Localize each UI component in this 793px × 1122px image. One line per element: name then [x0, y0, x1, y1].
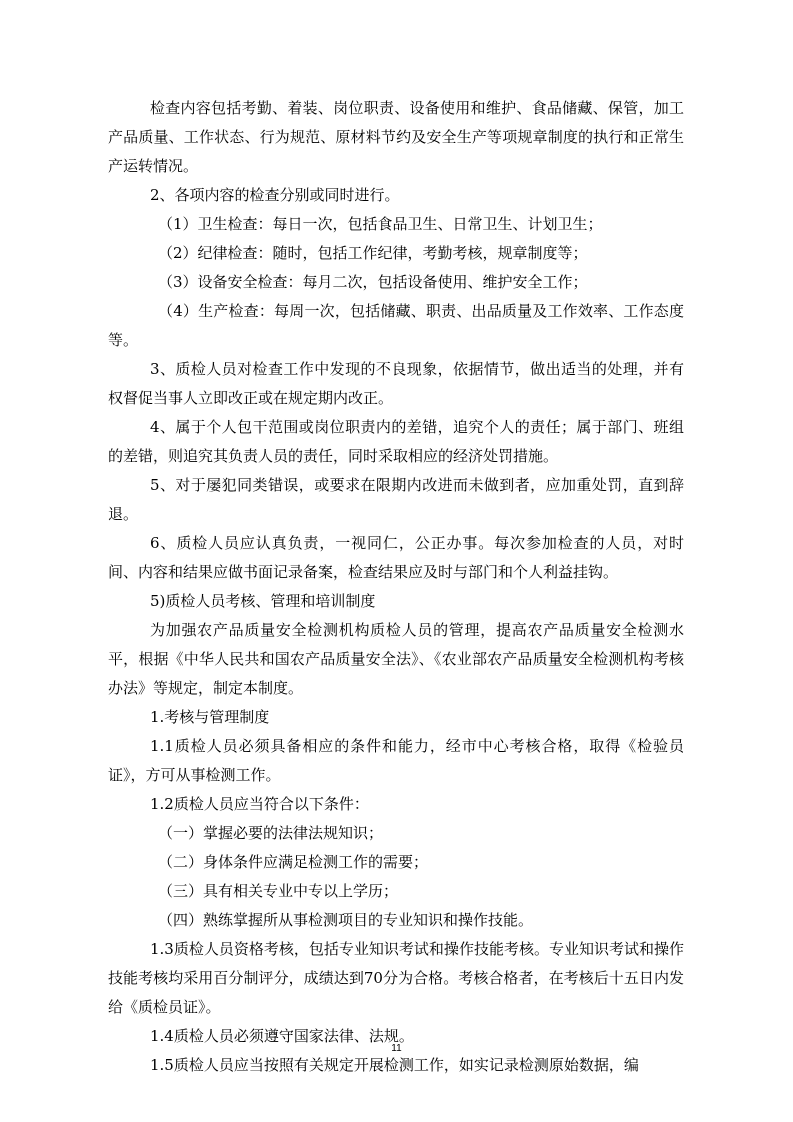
paragraph-clause-1-2: 1.2质检人员应当符合以下条件： — [150, 795, 369, 813]
paragraph-item-6: 6、质检人员应认真负责，一视同仁，公正办事。每次参加检查的人员，对时间、内容和结果应做书面记录备案，检查结果应及时与部门和个人利益挂钩。 — [108, 534, 684, 581]
paragraph-inspection-content: 检查内容包括考勤、着装、岗位职责、设备使用和维护、食品储藏、保管，加工产品质量、工作状态、行为规范、原材料节约及安全生产等项规章制度的执行和正常生产运转情况。 — [108, 99, 684, 175]
paragraph-condition-2: （二）身体条件应满足检测工作的需要； — [158, 853, 429, 871]
paragraph-clause-1-5: 1.5质检人员应当按照有关规定开展检测工作，如实记录检测原始数据，编 — [150, 1056, 639, 1074]
document-body — [108, 94, 684, 1080]
paragraph-discipline-check: （2）纪律检查：随时，包括工作纪律，考勤考核，规章制度等； — [158, 244, 588, 262]
subheading-assessment-management: 1.考核与管理制度 — [150, 708, 270, 726]
paragraph-condition-1: （一）掌握必要的法律法规知识； — [158, 824, 384, 842]
paragraph-condition-4: （四）熟练掌握所从事检测项目的专业知识和操作技能。 — [158, 911, 534, 929]
paragraph-hygiene-check: （1）卫生检查：每日一次，包括食品卫生、日常卫生、计划卫生； — [158, 215, 603, 233]
paragraph-clause-1-1: 1.1质检人员必须具备相应的条件和能力，经市中心考核合格，取得《检验员证》，方可从事检测工作。 — [108, 737, 684, 784]
paragraph-production-check: （4）生产检查：每周一次，包括储藏、职责、出品质量及工作效率、工作态度等。 — [108, 302, 684, 349]
paragraph-item-3: 3、质检人员对检查工作中发现的不良现象，依据情节，做出适当的处理，并有权督促当事人立即改正或在规定期内改正。 — [108, 360, 684, 407]
paragraph-item-2: 2、各项内容的检查分别或同时进行。 — [150, 186, 400, 204]
paragraph-condition-3: （三）具有相关专业中专以上学历； — [158, 882, 399, 900]
paragraph-purpose: 为加强农产品质量安全检测机构质检人员的管理，提高农产品质量安全检测水平，根据《中华人民共和国农产品质量安全法》、《农业部农产品质量安全检测机构考核办法》等规定，制定本制度。 — [108, 621, 684, 697]
section-heading-inspector-system: 5)质检人员考核、管理和培训制度 — [150, 592, 376, 610]
page-number: 11 — [391, 1043, 402, 1054]
paragraph-item-4: 4、属于个人包干范围或岗位职责内的差错，追究个人的责任；属于部门、班组的差错，则追究其负责人员的责任，同时采取相应的经济处罚措施。 — [108, 418, 684, 465]
paragraph-equipment-check: （3）设备安全检查：每月二次，包括设备使用、维护安全工作； — [158, 273, 588, 291]
paragraph-item-5: 5、对于屡犯同类错误，或要求在限期内改进而未做到者，应加重处罚，直到辞退。 — [108, 476, 684, 523]
paragraph-clause-1-3: 1.3质检人员资格考核，包括专业知识考试和操作技能考核。专业知识考试和操作技能考核均采用百分制评分，成绩达到70分为合格。考核合格者，在考核后十五日内发给《质检员证》。 — [108, 940, 684, 1016]
paragraph-clause-1-4: 1.4质检人员必须遵守国家法律、法规。 — [150, 1027, 414, 1045]
